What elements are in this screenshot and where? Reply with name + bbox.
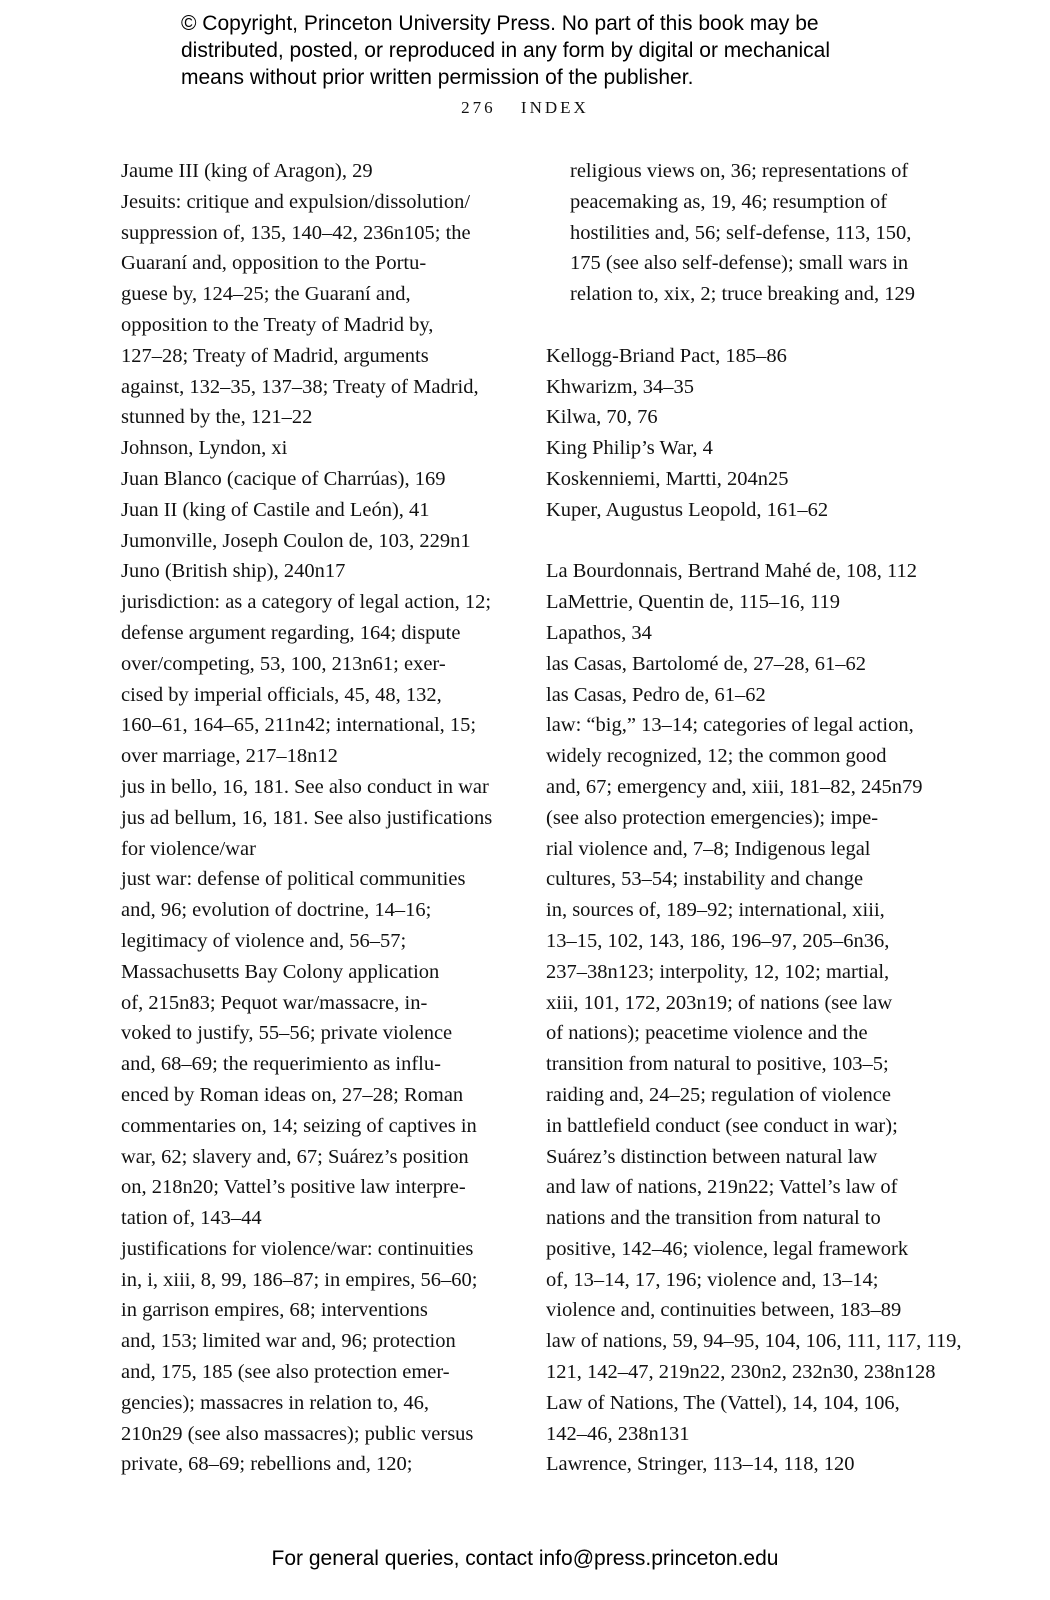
index-entry-line: raiding and, 24–25; regulation of violence <box>546 1083 891 1106</box>
index-entry-line: religious views on, 36; representations of <box>570 160 909 182</box>
index-entry <box>121 803 506 865</box>
index-entry <box>546 372 931 403</box>
index-entry-line: nations and the transition from natural to <box>546 1207 881 1230</box>
index-entry-line: tation of, 143–44 <box>121 1207 262 1230</box>
index-entry-line: on, 218n20; Vattel’s positive law interpre- <box>121 1176 466 1199</box>
letter-group-gap <box>546 526 931 557</box>
index-entry-line: peacemaking as, 19, 46; resumption of <box>570 190 888 213</box>
index-entry-line: war, 62; slavery and, 67; Suárez’s position <box>121 1145 469 1168</box>
index-entry <box>121 864 506 1234</box>
index-entry <box>121 587 506 772</box>
index-entry-line: Kellogg-Briand Pact, 185–86 <box>546 344 787 367</box>
copyright-notice <box>181 10 1001 91</box>
index-entry-line: enced by Roman ideas on, 27–28; Roman <box>121 1083 464 1106</box>
index-entry-line: in, i, xiii, 8, 99, 186–87; in empires, 56–60; <box>121 1268 478 1291</box>
index-entry-line: Johnson, Lyndon, xi <box>121 437 288 460</box>
index-entry <box>121 556 506 587</box>
index-entry-line: just war: defense of political communities <box>121 868 466 891</box>
index-entry-line: Guaraní and, opposition to the Portu- <box>121 252 427 275</box>
index-entry-line: and, 68–69; the requerimiento as influ- <box>121 1053 441 1076</box>
index-entry <box>121 156 506 187</box>
index-entry-line: 127–28; Treaty of Madrid, arguments <box>121 344 429 367</box>
index-entry-line: law of nations, 59, 94–95, 104, 106, 111, 117, 119, <box>546 1330 962 1353</box>
index-entry <box>546 1388 931 1450</box>
index-entry-line: justifications for violence/war: continuities <box>121 1237 474 1260</box>
index-entry-line: transition from natural to positive, 103–5; <box>546 1053 889 1076</box>
index-entry-line: stunned by the, 121–22 <box>121 406 313 429</box>
index-entry-line: hostilities and, 56; self-defense, 113, 150, <box>570 221 912 244</box>
index-entry-line: over marriage, 217–18n12 <box>121 745 338 768</box>
index-entry-line: (see also protection emergencies); impe- <box>546 806 879 829</box>
index-entry <box>546 1449 931 1480</box>
index-entry-line: Massachusetts Bay Colony application <box>121 960 440 983</box>
index-entry <box>546 341 931 372</box>
index-entry-line: 121, 142–47, 219n22, 230n2, 232n30, 238n128 <box>546 1361 936 1384</box>
index-entry-line: Jaume III (king of Aragon), 29 <box>121 160 373 182</box>
index-entry-line: defense argument regarding, 164; dispute <box>121 621 461 644</box>
index-entry-line: xiii, 101, 172, 203n19; of nations (see law <box>546 991 893 1014</box>
index-entry-line: private, 68–69; rebellions and, 120; <box>121 1453 413 1476</box>
index-entry-line: relation to, xix, 2; truce breaking and, 129 <box>570 283 915 306</box>
page-number: 276 <box>461 98 496 117</box>
index-entry-continued <box>546 156 931 310</box>
index-entry-line: gencies); massacres in relation to, 46, <box>121 1391 429 1414</box>
index-entry-line: 210n29 (see also massacres); public versus <box>121 1422 474 1445</box>
index-entry-line: and law of nations, 219n22; Vattel’s law of <box>546 1176 898 1199</box>
index-entry-line: Kilwa, 70, 76 <box>546 406 658 429</box>
footer-contact: For general queries, contact info@press.princeton.edu <box>271 1547 779 1570</box>
index-entry-line: jus ad bellum, 16, 181. See also justifications <box>121 806 493 829</box>
index-entry <box>546 402 931 433</box>
index-entry-line: las Casas, Pedro de, 61–62 <box>546 683 766 706</box>
index-entry-line: Jumonville, Joseph Coulon de, 103, 229n1 <box>121 529 471 552</box>
index-entry-line: 13–15, 102, 143, 186, 196–97, 205–6n36, <box>546 929 890 952</box>
index-entry-line: Juan II (king of Castile and León), 41 <box>121 498 430 521</box>
index-entry-line: cultures, 53–54; instability and change <box>546 868 864 891</box>
index-entry-line: of, 13–14, 17, 196; violence and, 13–14; <box>546 1268 879 1291</box>
index-entry-line: guese by, 124–25; the Guaraní and, <box>121 283 411 306</box>
index-entry <box>121 187 506 433</box>
index-entry-line: jurisdiction: as a category of legal action, 12; <box>121 591 492 614</box>
index-entry-line: 142–46, 238n131 <box>546 1422 690 1445</box>
index-entry-line: opposition to the Treaty of Madrid by, <box>121 313 434 336</box>
index-entry-line: King Philip’s War, 4 <box>546 437 713 460</box>
index-entry-line: positive, 142–46; violence, legal framework <box>546 1237 909 1260</box>
index-entry-line: for violence/war <box>121 837 256 860</box>
index-entry <box>546 587 931 618</box>
section-title: INDEX <box>520 98 589 117</box>
index-entry-line: widely recognized, 12; the common good <box>546 745 887 768</box>
index-entry-line: and, 153; limited war and, 96; protection <box>121 1330 456 1353</box>
index-entry <box>121 772 506 803</box>
index-entry-line: Suárez’s distinction between natural law <box>546 1145 878 1168</box>
index-entry-line: Juan Blanco (cacique of Charrúas), 169 <box>121 467 446 490</box>
index-entry <box>546 618 931 649</box>
index-entry <box>546 1326 962 1388</box>
index-entry-line: 175 (see also self-defense); small wars in <box>570 252 909 275</box>
index-entry <box>546 680 931 711</box>
index-entry-line: of nations); peacetime violence and the <box>546 1022 868 1045</box>
index-entry-line: legitimacy of violence and, 56–57; <box>121 929 407 952</box>
index-entry-line: voked to justify, 55–56; private violence <box>121 1022 453 1045</box>
index-entry <box>546 464 931 495</box>
index-entry <box>121 495 506 526</box>
index-entry-line: Jesuits: critique and expulsion/dissolution/ <box>121 190 471 213</box>
index-entry-line: las Casas, Bartolomé de, 27–28, 61–62 <box>546 652 866 675</box>
index-entry <box>121 433 506 464</box>
index-entry <box>546 710 931 1326</box>
letter-group-gap <box>546 310 931 341</box>
index-entry-line: Lapathos, 34 <box>546 621 652 644</box>
index-entry-line: Juno (British ship), 240n17 <box>121 560 346 583</box>
index-entry-line: and, 175, 185 (see also protection emer- <box>121 1361 450 1384</box>
index-entry-line: in battlefield conduct (see conduct in war); <box>546 1114 898 1137</box>
copyright-line: distributed, posted, or reproduced in any form by digital or mechanical <box>181 39 831 62</box>
index-entry <box>546 649 931 680</box>
index-entry <box>121 1234 506 1480</box>
index-entry <box>121 526 506 557</box>
index-entry-line: law: “big,” 13–14; categories of legal action, <box>546 714 914 737</box>
copyright-line: © Copyright, Princeton University Press. No part of this book may be <box>181 12 819 35</box>
index-entry-line: of, 215n83; Pequot war/massacre, in- <box>121 991 428 1014</box>
index-entry <box>546 556 931 587</box>
index-entry-line: in garrison empires, 68; interventions <box>121 1299 428 1322</box>
index-entry-line: Khwarizm, 34–35 <box>546 375 695 398</box>
index-entry-line: Law of Nations, The (Vattel), 14, 104, 106, <box>546 1391 900 1414</box>
index-entry-line: Kuper, Augustus Leopold, 161–62 <box>546 498 829 521</box>
index-entry <box>546 433 931 464</box>
index-entry-line: in, sources of, 189–92; international, xiii, <box>546 899 885 922</box>
index-entry-line: violence and, continuities between, 183–89 <box>546 1299 902 1322</box>
index-entry-line: rial violence and, 7–8; Indigenous legal <box>546 837 871 860</box>
index-column-left <box>121 156 506 1480</box>
index-entry-line: 237–38n123; interpolity, 12, 102; martial, <box>546 960 890 983</box>
index-entry-line: jus in bello, 16, 181. See also conduct in war <box>121 775 489 798</box>
index-entry-line: against, 132–35, 137–38; Treaty of Madrid, <box>121 375 479 398</box>
index-entry-line: suppression of, 135, 140–42, 236n105; the <box>121 221 471 244</box>
index-column-right <box>546 156 962 1480</box>
index-entry <box>546 495 931 526</box>
index-entry-line: Lawrence, Stringer, 113–14, 118, 120 <box>546 1453 855 1476</box>
index-entry-line: over/competing, 53, 100, 213n61; exer- <box>121 652 446 675</box>
index-entry-line: commentaries on, 14; seizing of captives in <box>121 1114 477 1137</box>
index-entry-line: LaMettrie, Quentin de, 115–16, 119 <box>546 591 840 614</box>
index-entry <box>121 464 506 495</box>
index-entry-line: and, 67; emergency and, xiii, 181–82, 245n79 <box>546 775 923 798</box>
index-entry-line: 160–61, 164–65, 211n42; international, 15; <box>121 714 477 737</box>
copyright-line: means without prior written permission of the publisher. <box>181 66 694 89</box>
index-entry-line: La Bourdonnais, Bertrand Mahé de, 108, 112 <box>546 560 918 583</box>
index-entry-line: Koskenniemi, Martti, 204n25 <box>546 467 789 490</box>
running-head <box>0 98 1050 118</box>
index-entry-line: and, 96; evolution of doctrine, 14–16; <box>121 899 432 922</box>
index-entry-line: cised by imperial officials, 45, 48, 132, <box>121 683 442 706</box>
